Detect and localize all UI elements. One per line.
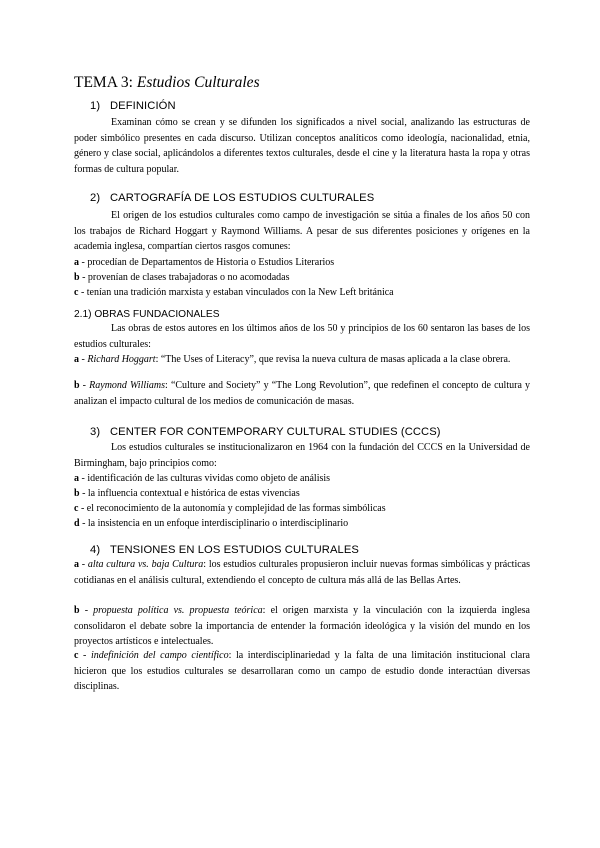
list-item: a - procedían de Departamentos de Historia o Estudios Literarios [74,257,335,268]
paragraph-cartografia: El origen de los estudios culturales como campo de investigación se sitúa a finales de los años 50 con los trabajos de Richard Hoggart y Raymond Williams. A pesar de sus diferentes posiciones y orígenes en la academia inglesa, compartían ciertos rasgos comunes: [74,210,530,253]
list-item: c - indefinición del campo científico: la interdisciplinariedad y la falta de una limitación institucional clara hicieron que los estudios culturales se desarrollaran como un campo de estudio donde interactúan diversas disciplinas. [74,650,530,693]
list-item: c - el reconocimiento de la autonomía y complejidad de las formas simbólicas [74,503,386,514]
list-item: a - alta cultura vs. baja Cultura: los estudios culturales propusieron incluir nuevas formas simbólicas y prácticas cotidianas en el análisis cultural, extendiendo el concepto de cultura más allá de las Bellas Artes. [74,559,530,586]
section-heading-definicion: 1) DEFINICIÓN [90,100,176,112]
list-item: a - Richard Hoggart: “The Uses of Literacy”, que revisa la nueva cultura de masas aplicada a la clase obrera. [74,354,511,365]
paragraph-obras: Las obras de estos autores en los últimos años de los 50 y principios de los 60 sentaron las bases de los estudios culturales: [74,323,530,350]
page-title: TEMA 3: Estudios Culturales [74,74,260,91]
section-heading-tensiones: 4) TENSIONES EN LOS ESTUDIOS CULTURALES [90,544,359,556]
section-heading-cartografia: 2) CARTOGRAFÍA DE LOS ESTUDIOS CULTURALES [90,192,375,204]
subsection-heading-obras: 2.1) OBRAS FUNDACIONALES [74,309,220,320]
list-item: a - identificación de las culturas vividas como objeto de análisis [74,473,331,484]
paragraph-cccs: Los estudios culturales se institucionalizaron en 1964 con la fundación del CCCS en la Universidad de Birmingham, bajo principios como: [74,442,530,469]
list-item: b - propuesta política vs. propuesta teórica: el origen marxista y la vinculación con la izquierda inglesa consolidaron el debate sobre la importancia de entender la formación ideológica y la visión del mundo en los proyectos artísticos e intelectuales. [74,605,530,648]
list-item: c - tenían una tradición marxista y estaban vinculados con la New Left británica [74,287,394,298]
section-heading-cccs: 3) CENTER FOR CONTEMPORARY CULTURAL STUDIES (CCCS) [90,426,441,438]
list-item: d - la insistencia en un enfoque interdisciplinario o interdisciplinario [74,518,349,529]
list-item: b - la influencia contextual e histórica de estas vivencias [74,488,300,499]
list-item: b - provenían de clases trabajadoras o no acomodadas [74,272,290,283]
list-item: b - Raymond Williams: “Culture and Society” y “The Long Revolution”, que redefinen el concepto de cultura y analizan el impacto cultural de los medios de comunicación de masas. [74,380,530,407]
paragraph-definicion: Examinan cómo se crean y se difunden los significados a nivel social, analizando las estructuras de poder simbólico presentes en cada discurso. Utilizan conceptos analíticos como ideología, nacionalidad, etnia, género y clase social, aplicándolos a diferentes textos culturales, desde el cine y la literatura hasta la ropa y otras formas de cultura popular. [74,117,530,175]
